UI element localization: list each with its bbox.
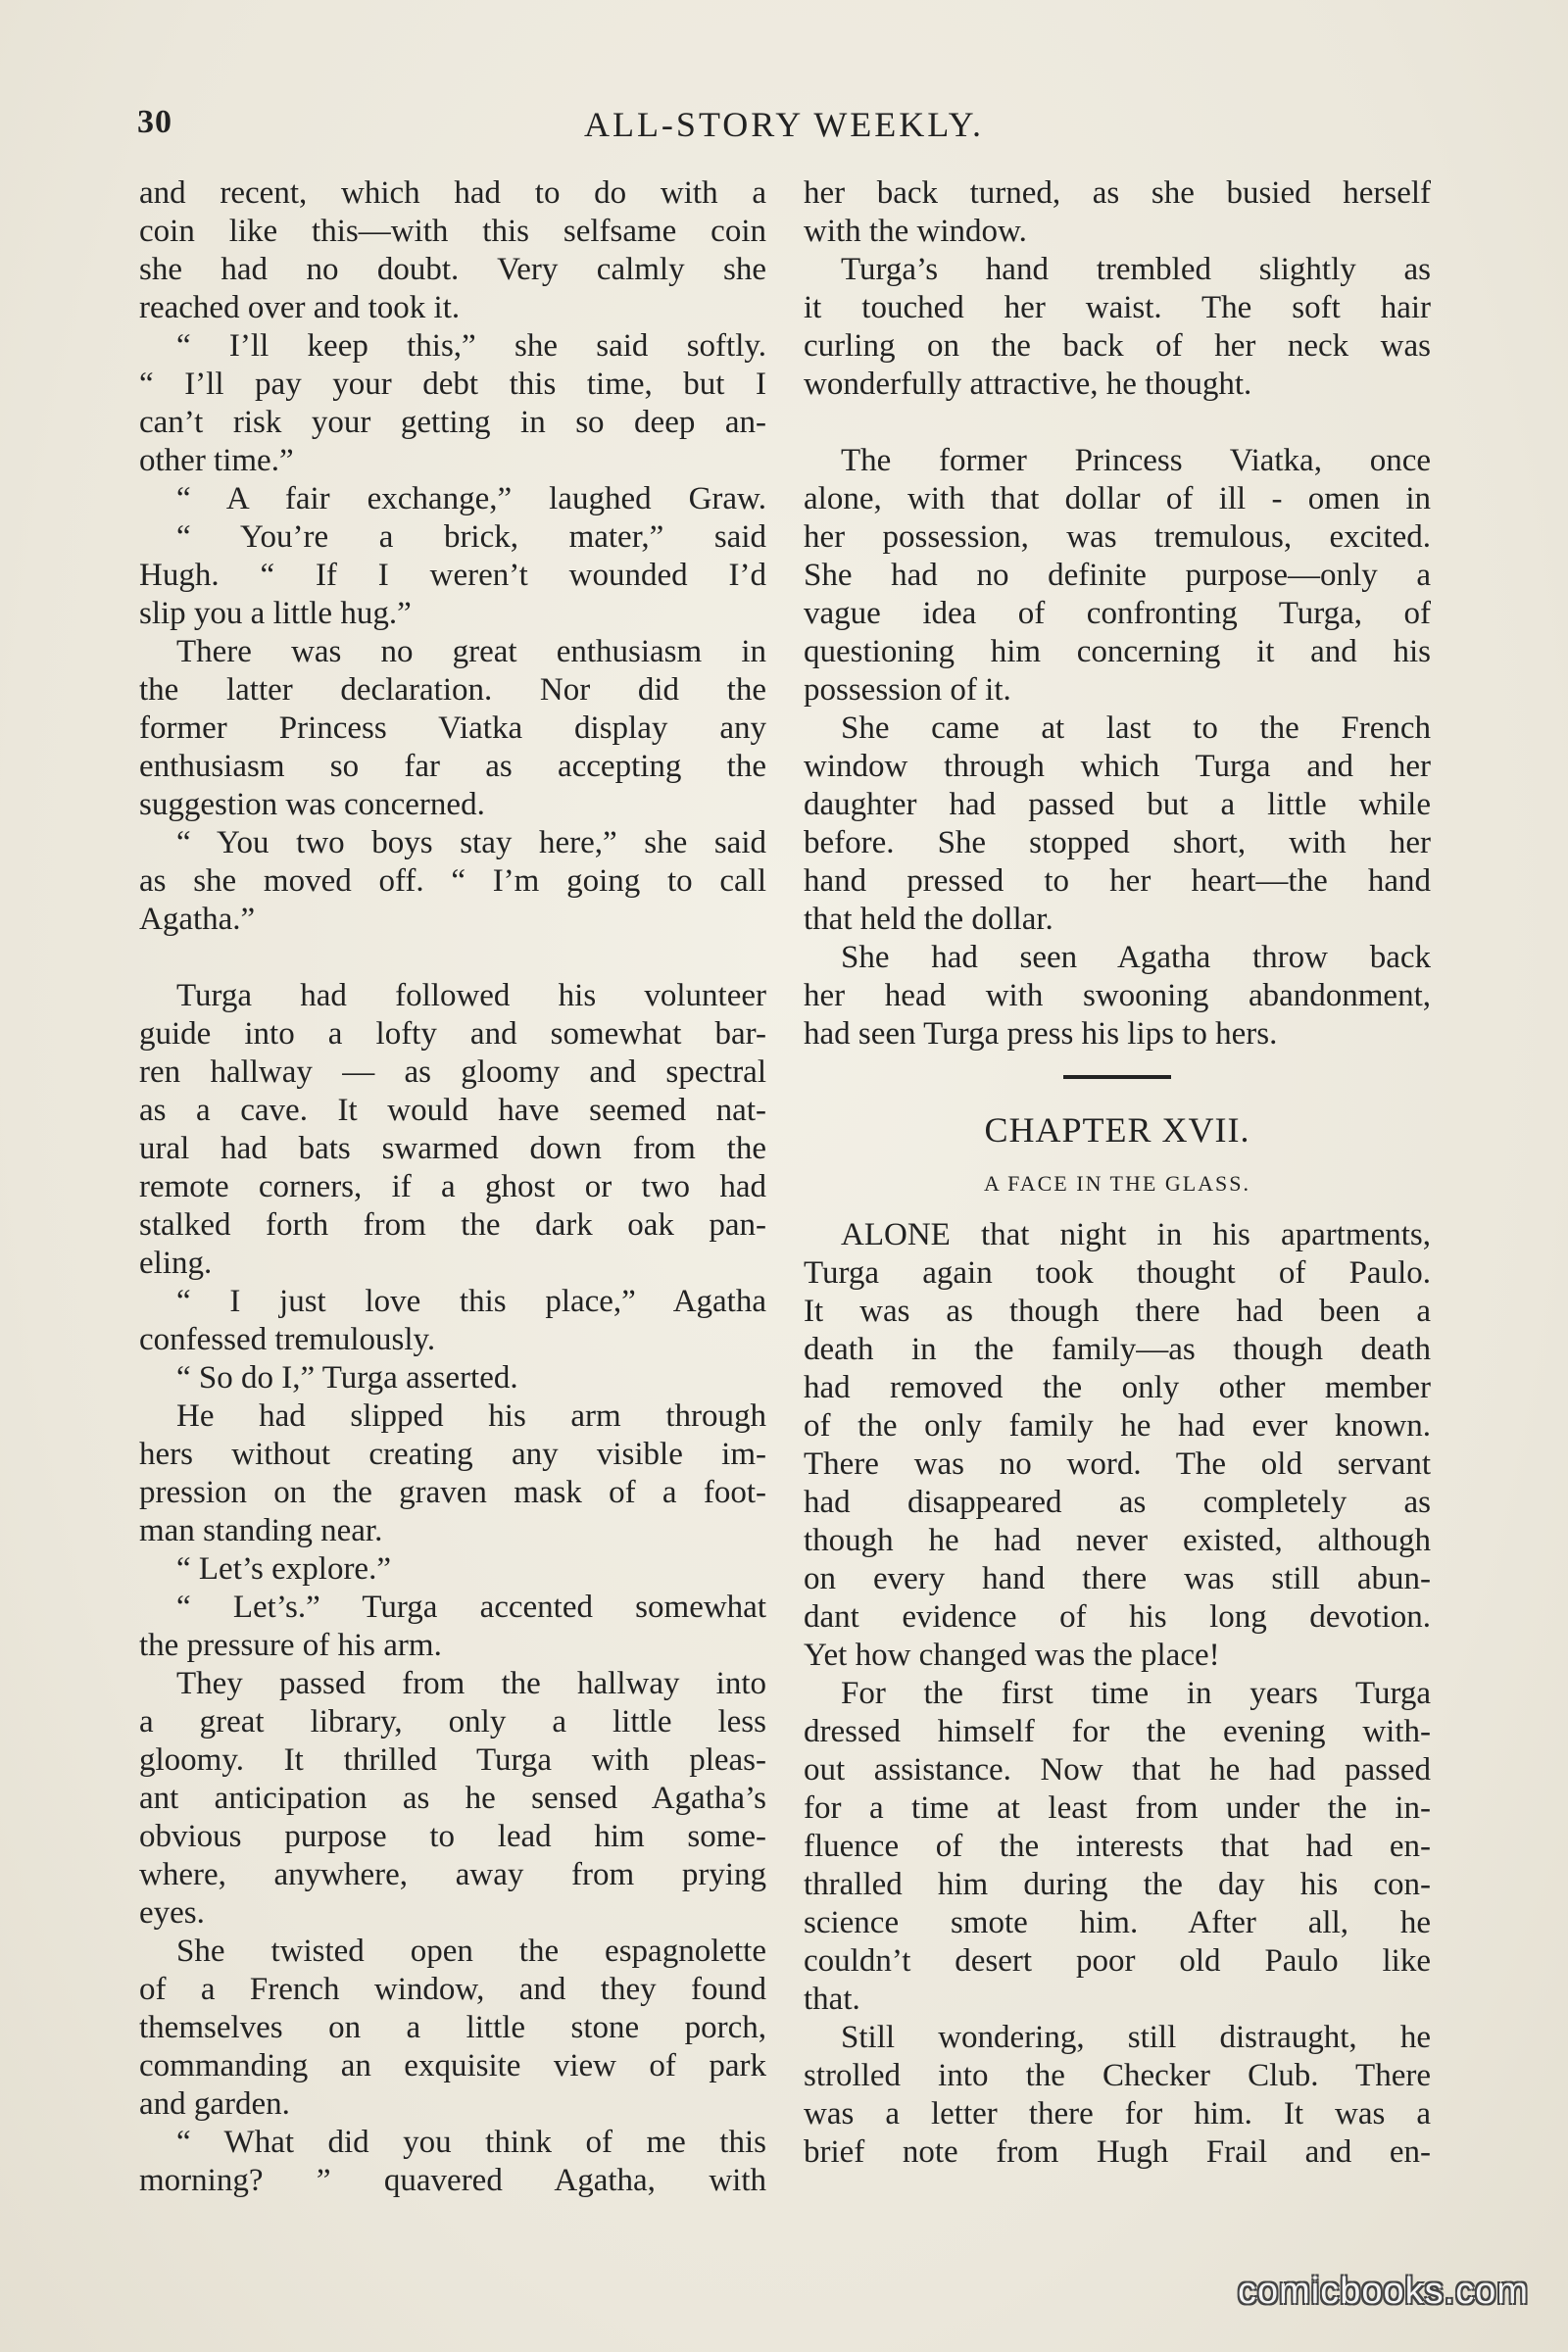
text-line: had disappeared as completely as bbox=[804, 1485, 1431, 1520]
paragraph-break bbox=[139, 939, 766, 977]
text-line: was a letter there for him. It was a bbox=[804, 2096, 1431, 2132]
left-column bbox=[139, 174, 766, 2200]
text-line: “ A fair exchange,” laughed Graw. bbox=[176, 481, 766, 516]
text-line: a great library, only a little less bbox=[139, 1704, 766, 1740]
text-line: obvious purpose to lead him some- bbox=[139, 1819, 766, 1854]
chapter-divider-rule bbox=[1063, 1075, 1171, 1079]
text-line: vague idea of confronting Turga, of bbox=[804, 596, 1431, 631]
running-title: ALL-STORY WEEKLY. bbox=[583, 105, 985, 144]
text-line: Hugh. “ If I weren’t wounded I’d bbox=[139, 558, 766, 593]
text-line: guide into a lofty and somewhat bar- bbox=[139, 1016, 766, 1052]
text-line: questioning him concerning it and his bbox=[804, 634, 1431, 669]
text-line: though he had never existed, although bbox=[804, 1523, 1431, 1558]
text-line: out assistance. Now that he had passed bbox=[804, 1752, 1431, 1788]
text-line: She twisted open the espagnolette bbox=[176, 1934, 766, 1969]
text-line: “ Let’s explore.” bbox=[176, 1551, 391, 1587]
text-line: of a French window, and they found bbox=[139, 1972, 766, 2007]
paragraph-break bbox=[804, 404, 1431, 442]
text-line: Turga’s hand trembled slightly as bbox=[841, 252, 1431, 287]
text-line: They passed from the hallway into bbox=[176, 1666, 766, 1701]
text-line: brief note from Hugh Frail and en- bbox=[804, 2134, 1431, 2170]
text-line: stalked forth from the dark oak pan- bbox=[139, 1207, 766, 1243]
right-column-text-before-chapter bbox=[804, 174, 1431, 1054]
text-line: alone, with that dollar of ill - omen in bbox=[804, 481, 1431, 516]
text-line: dressed himself for the evening with- bbox=[804, 1714, 1431, 1749]
text-line: had removed the only other member bbox=[804, 1370, 1431, 1405]
text-line: There was no word. The old servant bbox=[804, 1446, 1431, 1482]
text-line: on every hand there was still abun- bbox=[804, 1561, 1431, 1596]
text-line: with the window. bbox=[804, 214, 1027, 249]
right-column-text-after-chapter bbox=[804, 1216, 1431, 2172]
text-line: gloomy. It thrilled Turga with pleas- bbox=[139, 1742, 766, 1778]
text-line: where, anywhere, away from prying bbox=[139, 1857, 766, 1892]
text-line: that held the dollar. bbox=[804, 902, 1054, 937]
text-line: “ You two boys stay here,” she said bbox=[176, 825, 766, 860]
text-line: “ So do I,” Turga asserted. bbox=[176, 1360, 518, 1396]
text-line: eyes. bbox=[139, 1895, 205, 1931]
text-line: “ I’ll pay your debt this time, but I bbox=[139, 367, 766, 402]
text-line: hers without creating any visible im- bbox=[139, 1437, 766, 1472]
text-line: and garden. bbox=[139, 2086, 290, 2122]
text-line: “ I just love this place,” Agatha bbox=[176, 1284, 766, 1319]
text-line: curling on the back of her neck was bbox=[804, 328, 1431, 364]
text-line: as a cave. It would have seemed nat- bbox=[139, 1093, 766, 1128]
text-line: Still wondering, still distraught, he bbox=[841, 2020, 1431, 2055]
text-line: “ Let’s.” Turga accented somewhat bbox=[176, 1590, 766, 1625]
text-line: Yet how changed was the place! bbox=[804, 1638, 1220, 1673]
text-line: She came at last to the French bbox=[841, 710, 1431, 746]
text-line: It was as though there had been a bbox=[804, 1294, 1431, 1329]
text-line: that. bbox=[804, 1982, 860, 2017]
text-line: slip you a little hug.” bbox=[139, 596, 412, 631]
text-line: ALONE that night in his apartments, bbox=[841, 1217, 1431, 1252]
text-line: fluence of the interests that had en- bbox=[804, 1829, 1431, 1864]
text-line: commanding an exquisite view of park bbox=[139, 2048, 766, 2083]
text-line: suggestion was concerned. bbox=[139, 787, 485, 822]
text-line: she had no doubt. Very calmly she bbox=[139, 252, 766, 287]
page-number: 30 bbox=[137, 104, 172, 140]
text-line: ren hallway — as gloomy and spectral bbox=[139, 1054, 766, 1090]
text-line: possession of it. bbox=[804, 672, 1011, 708]
text-line: “ I’ll keep this,” she said softly. bbox=[176, 328, 766, 364]
text-line: ant anticipation as he sensed Agatha’s bbox=[139, 1781, 766, 1816]
text-line: Agatha.” bbox=[139, 902, 256, 937]
text-line: strolled into the Checker Club. There bbox=[804, 2058, 1431, 2093]
text-line: eling. bbox=[139, 1246, 213, 1281]
text-line: hand pressed to her heart—the hand bbox=[804, 863, 1431, 899]
text-line: There was no great enthusiasm in bbox=[176, 634, 766, 669]
text-line: enthusiasm so far as accepting the bbox=[139, 749, 766, 784]
text-line: and recent, which had to do with a bbox=[139, 175, 766, 211]
text-line: The former Princess Viatka, once bbox=[841, 443, 1431, 478]
watermark-logo: comicbooks.com bbox=[1238, 2271, 1529, 2312]
text-line: daughter had passed but a little while bbox=[804, 787, 1431, 822]
text-line: man standing near. bbox=[139, 1513, 383, 1548]
text-line: the latter declaration. Nor did the bbox=[139, 672, 766, 708]
text-line: had seen Turga press his lips to hers. bbox=[804, 1016, 1278, 1052]
text-line: as she moved off. “ I’m going to call bbox=[139, 863, 766, 899]
text-line: reached over and took it. bbox=[139, 290, 461, 325]
text-line: ural had bats swarmed down from the bbox=[139, 1131, 766, 1166]
text-line: her head with swooning abandonment, bbox=[804, 978, 1431, 1013]
text-line: “ You’re a brick, mater,” said bbox=[176, 519, 766, 555]
text-line: morning? ” quavered Agatha, with bbox=[139, 2163, 766, 2198]
text-line: couldn’t desert poor old Paulo like bbox=[804, 1943, 1431, 1979]
text-line: it touched her waist. The soft hair bbox=[804, 290, 1431, 325]
text-line: dant evidence of his long devotion. bbox=[804, 1599, 1431, 1635]
chapter-title: CHAPTER XVII. bbox=[984, 1110, 1250, 1150]
text-line: wonderfully attractive, he thought. bbox=[804, 367, 1252, 402]
text-line: her back turned, as she busied herself bbox=[804, 175, 1431, 211]
chapter-subtitle: A FACE IN THE GLASS. bbox=[983, 1171, 1251, 1196]
text-line: the pressure of his arm. bbox=[139, 1628, 442, 1663]
text-line: Turga again took thought of Paulo. bbox=[804, 1255, 1431, 1291]
text-line: coin like this—with this selfsame coin bbox=[139, 214, 766, 249]
text-line: pression on the graven mask of a foot- bbox=[139, 1475, 766, 1510]
right-column bbox=[804, 174, 1431, 2172]
text-line: He had slipped his arm through bbox=[176, 1398, 766, 1434]
text-line: former Princess Viatka display any bbox=[139, 710, 766, 746]
text-line: before. She stopped short, with her bbox=[804, 825, 1431, 860]
text-line: for a time at least from under the in- bbox=[804, 1790, 1431, 1826]
text-line: science smote him. After all, he bbox=[804, 1905, 1431, 1940]
text-line: thralled him during the day his con- bbox=[804, 1867, 1431, 1902]
text-line: confessed tremulously. bbox=[139, 1322, 436, 1357]
text-line: themselves on a little stone porch, bbox=[139, 2010, 766, 2045]
text-line: of the only family he had ever known. bbox=[804, 1408, 1431, 1444]
page-header bbox=[137, 104, 1431, 153]
text-line: For the first time in years Turga bbox=[841, 1676, 1431, 1711]
text-line: can’t risk your getting in so deep an- bbox=[139, 405, 766, 440]
text-line: She had seen Agatha throw back bbox=[841, 940, 1431, 975]
text-line: remote corners, if a ghost or two had bbox=[139, 1169, 766, 1204]
text-line: death in the family—as though death bbox=[804, 1332, 1431, 1367]
text-line: other time.” bbox=[139, 443, 294, 478]
text-line: “ What did you think of me this bbox=[176, 2125, 766, 2160]
text-line: She had no definite purpose—only a bbox=[804, 558, 1431, 593]
text-line: her possession, was tremulous, excited. bbox=[804, 519, 1431, 555]
text-line: Turga had followed his volunteer bbox=[176, 978, 766, 1013]
text-line: window through which Turga and her bbox=[804, 749, 1431, 784]
